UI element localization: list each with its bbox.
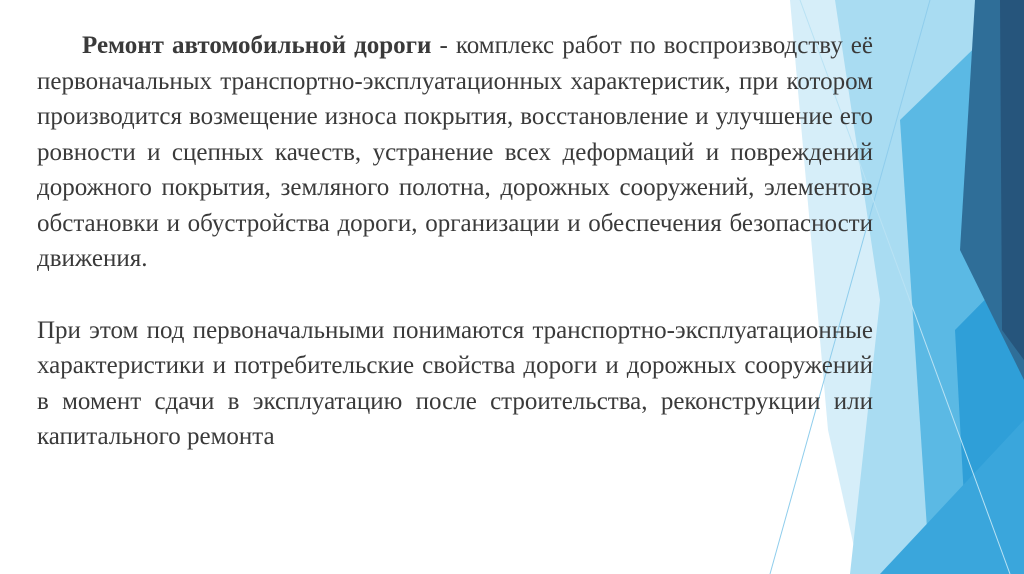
deco-navy-strip xyxy=(1000,0,1024,360)
definition-paragraph xyxy=(37,28,873,277)
clarification-paragraph: При этом под первоначальными понимаются транспортно-эксплуатационные характеристики и потребительские свойства дороги и дорожных сооружений в момент сдачи в эксплуатацию после строительства, реконструкции или капитального ремонта xyxy=(37,316,873,450)
definition-term: Ремонт автомобильной дороги xyxy=(82,32,432,59)
slide-text-content xyxy=(37,28,873,455)
definition-body: - комплекс работ по воспроизводству её первоначальных транспортно-эксплуатационных характеристик, при котором производится возмещение износа покрытия, восстановление и улучшение его ровности и сцепных качеств, устранение всех деформаций и повреждений дорожного покрытия, земляного полотна, дорожных сооружений, элементов обстановки и обустройства дороги, организации и обеспечения безопасности движения. xyxy=(37,32,873,272)
